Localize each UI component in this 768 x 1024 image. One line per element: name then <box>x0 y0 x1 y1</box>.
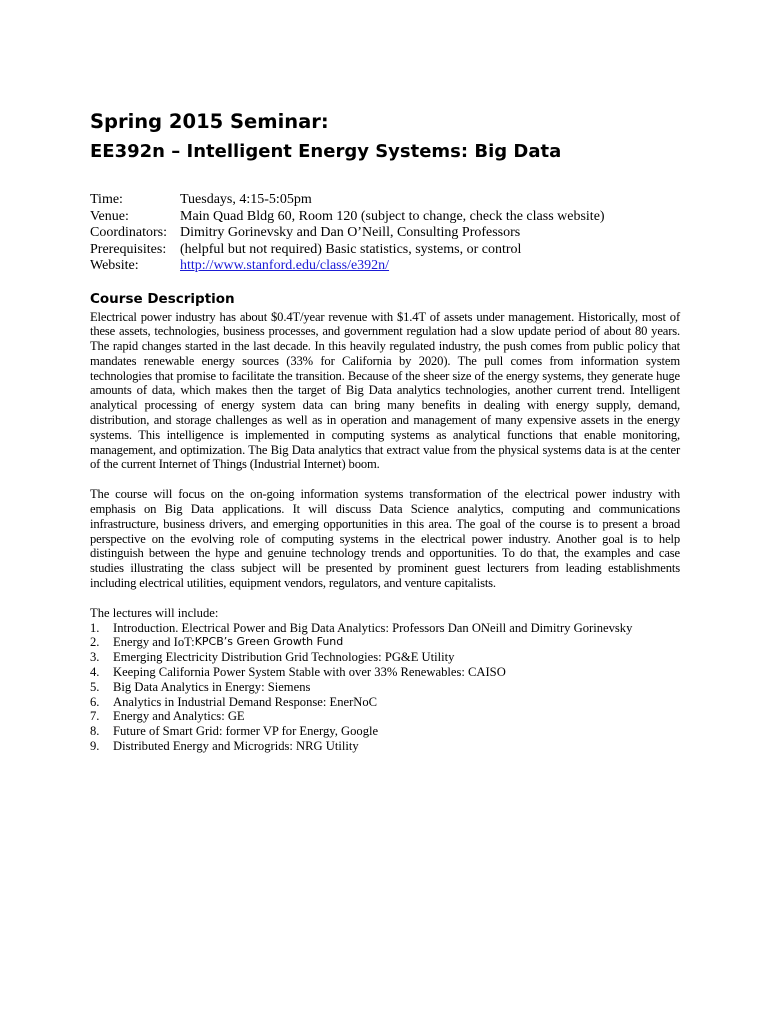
info-row-website <box>90 258 680 275</box>
info-label: Prerequisites: <box>90 241 167 257</box>
info-label: Website: <box>90 258 139 273</box>
list-item <box>90 724 680 739</box>
list-item-number: 4. <box>90 665 100 680</box>
info-value: Main Quad Bldg 60, Room 120 (subject to change, check the class website) <box>180 208 605 224</box>
document-page <box>90 108 680 754</box>
info-row-coordinators <box>90 225 680 242</box>
list-item-text: Analytics in Industrial Demand Response: EnerNoC <box>113 694 378 709</box>
list-item <box>90 650 680 665</box>
list-item-number: 5. <box>90 679 100 694</box>
info-row-time <box>90 192 680 209</box>
list-item-text: Energy and IoT: <box>113 635 195 650</box>
list-item-text: Introduction. Electrical Power and Big Data Analytics: Professors Dan ONeill and Dimitry Gorinevsky <box>113 620 633 635</box>
list-item-text: Big Data Analytics in Energy: Siemens <box>113 679 311 694</box>
course-title: EE392n – Intelligent Energy Systems: Big Data <box>90 141 562 162</box>
list-item <box>90 695 680 710</box>
list-item-number: 8. <box>90 724 100 739</box>
list-item-text-alt: KPCB’s Green Growth Fund <box>194 635 344 649</box>
info-value: Tuesdays, 4:15-5:05pm <box>180 192 312 207</box>
list-item-number: 9. <box>90 739 100 754</box>
list-item-number: 1. <box>90 620 100 635</box>
list-item-number: 2. <box>90 635 100 650</box>
list-item-text: Keeping California Power System Stable with over 33% Renewables: CAISO <box>113 665 506 680</box>
list-item <box>90 635 680 650</box>
list-item <box>90 621 680 636</box>
website-link[interactable]: http://www.stanford.edu/class/e392n/ <box>180 258 390 273</box>
list-item <box>90 680 680 695</box>
list-item-text: Energy and Analytics: GE <box>113 709 245 724</box>
list-item <box>90 665 680 680</box>
info-label: Coordinators: <box>90 225 167 240</box>
info-row-prerequisites <box>90 242 680 259</box>
list-item <box>90 709 680 724</box>
course-info <box>90 192 680 275</box>
lecture-list <box>90 621 680 754</box>
description-paragraph-1: Electrical power industry has about $0.4T/year revenue with $1.4T of assets under management. Historically, most of these assets, technologies, business processes, and government regulation had a slow update period of about 80 years. The rapid changes started in the last decade. In this heavily regulated industry, the push comes from public policy that mandates renewable energy sources (33% for California by 2020). The pull comes from information system technologies that promise to facilitate the transition. Because of the sheer size of the energy systems, they generate huge amounts of data, which makes then the target of Big Data analytics technologies, another current trend. Intelligent analytical processing of energy system data can bring many benefits in dealing with energy supply, demand, distribution, and storage challenges as well as in operation and management of many expensive assets in the energy systems. This intelligence is implemented in computing systems as analytical functions that enable monitoring, management, and optimization. The Big Data analytics that extract value from the physical systems data is at the center of the current Internet of Things (Industrial Internet) boom. <box>90 309 680 472</box>
info-value: Dimitry Gorinevsky and Dan O’Neill, Consulting Professors <box>180 225 521 240</box>
description-paragraph-2: The course will focus on the on-going information systems transformation of the electrical power industry with emphasis on Big Data applications. It will discuss Data Science analytics, computing and communications infrastructure, business drivers, and emerging opportunities in this area. The goal of the course is to present a broad perspective on the evolving role of computing systems in the electrical power industry. Another goal is to help distinguish between the hype and genuine technology trends and opportunities. To do that, the examples and case studies illustrating the class subject will be presented by prominent guest lecturers from leading establishments including electrical utilities, equipment vendors, regulators, and venture capitalists. <box>90 487 680 591</box>
list-item <box>90 739 680 754</box>
list-item-text: Future of Smart Grid: former VP for Energy, Google <box>113 724 379 739</box>
info-label: Venue: <box>90 208 129 224</box>
list-item-number: 6. <box>90 694 100 709</box>
list-item-number: 7. <box>90 709 100 724</box>
document-title: Spring 2015 Seminar: <box>90 110 329 133</box>
list-item-text: Distributed Energy and Microgrids: NRG Utility <box>113 739 359 754</box>
lectures-intro: The lectures will include: <box>90 605 219 620</box>
section-heading-course-description: Course Description <box>90 290 235 307</box>
list-item-text: Emerging Electricity Distribution Grid Technologies: PG&E Utility <box>113 650 455 665</box>
info-value: (helpful but not required) Basic statistics, systems, or control <box>180 241 522 257</box>
info-label: Time: <box>90 192 123 207</box>
info-row-venue <box>90 209 680 226</box>
list-item-number: 3. <box>90 650 100 665</box>
